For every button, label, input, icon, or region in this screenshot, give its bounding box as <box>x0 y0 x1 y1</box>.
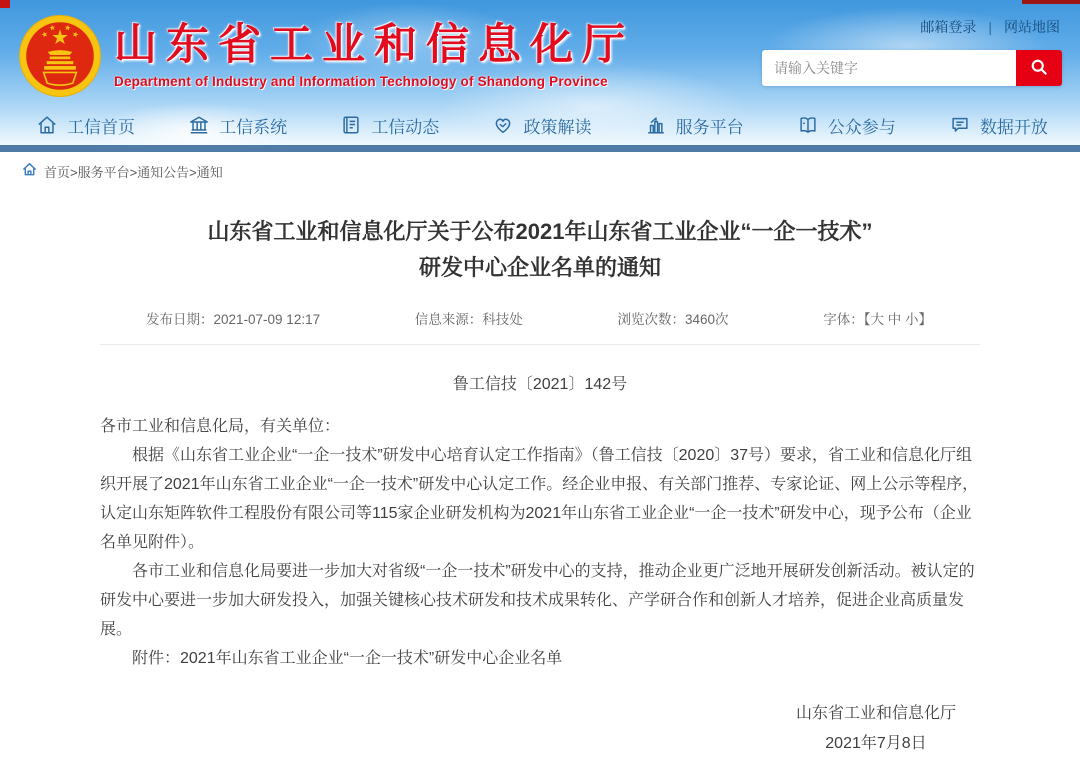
publish-date-value: 2021-07-09 12:17 <box>213 312 321 327</box>
search-input[interactable] <box>762 50 1016 86</box>
nav-label: 公众参与 <box>827 117 896 137</box>
search-icon <box>1029 57 1049 80</box>
link-separator: | <box>988 19 992 35</box>
nav-item-policy[interactable] <box>492 113 591 138</box>
breadcrumb <box>0 152 1080 190</box>
nav-item-service[interactable] <box>645 113 744 138</box>
info-source-value: 科技处 <box>482 312 523 327</box>
view-count-label: 浏览次数： <box>617 312 685 327</box>
signature-org: 山东省工业和信息化厅 <box>795 705 956 722</box>
site-title-english: Department of Industry and Information Technology of Shandong Province <box>114 74 608 90</box>
nav-item-home[interactable] <box>36 113 135 138</box>
service-chart-icon <box>645 114 667 136</box>
nav-item-news[interactable] <box>340 113 439 138</box>
nav-label: 服务平台 <box>675 117 744 137</box>
sitemap-link[interactable]: 网站地图 <box>1004 19 1060 35</box>
bank-icon <box>188 114 210 136</box>
publish-date-label: 发布日期： <box>146 312 214 327</box>
attachment-line[interactable]: 附件：2021年山东省工业企业“一企一技术”研发中心企业名单 <box>132 650 563 667</box>
view-count <box>617 308 728 328</box>
nav-label: 工信动态 <box>371 117 440 137</box>
topbar-links <box>920 17 1060 37</box>
signature-date: 2021年7月8日 <box>825 735 927 752</box>
font-size-options[interactable]: 【大 中 小】 <box>863 312 932 327</box>
font-size-control <box>823 308 932 328</box>
home-icon <box>36 114 58 136</box>
article-meta <box>100 308 980 345</box>
document-number: 鲁工信技〔2021〕142号 <box>452 376 628 393</box>
policy-heart-icon <box>492 114 514 136</box>
site-title: 山东省工业和信息化厅 <box>114 20 634 69</box>
screen-corner-artifact-right <box>1022 0 1080 4</box>
article-title-line1: 山东省工业和信息化厅关于公布2021年山东省工业企业“一企一技术” <box>207 219 873 244</box>
article-title-line2: 研发中心企业名单的通知 <box>418 255 661 280</box>
paragraph-2: 各市工业和信息化局要进一步加大对省级“一企一技术”研发中心的支持，推动企业更广泛地开展研发创新活动。被认定的研发中心要进一步加大研发投入，加强关键核心技术研发和技术成果转化、产学研合作和创新人才培养，促进企业高质量发展。 <box>100 563 975 638</box>
info-source <box>415 308 523 328</box>
article-body <box>100 412 980 673</box>
open-book-icon <box>797 114 819 136</box>
nav-label: 数据开放 <box>979 117 1048 137</box>
main-navigation <box>0 105 1080 145</box>
publish-date <box>146 308 320 328</box>
article-title <box>100 214 980 286</box>
breadcrumb-path[interactable]: 首页>服务平台>通知公告>通知 <box>44 164 223 180</box>
nav-item-system[interactable] <box>188 113 287 138</box>
site-banner <box>0 0 1080 152</box>
view-count-value: 3460次 <box>684 312 729 327</box>
nav-item-participation[interactable] <box>797 113 896 138</box>
search-button[interactable] <box>1016 50 1062 86</box>
nav-item-data[interactable] <box>949 113 1048 138</box>
signature-block <box>100 699 980 759</box>
news-icon <box>340 114 362 136</box>
info-source-label: 信息来源： <box>414 312 483 327</box>
national-emblem-logo <box>18 14 102 98</box>
speech-bubble-icon <box>949 114 971 136</box>
nav-label: 政策解读 <box>523 117 592 137</box>
site-search <box>762 50 1062 86</box>
breadcrumb-home-icon <box>22 162 37 180</box>
screen-corner-artifact-left <box>0 0 10 8</box>
nav-label: 工信首页 <box>67 117 135 137</box>
article <box>100 214 980 759</box>
nav-label: 工信系统 <box>219 117 288 137</box>
paragraph-1: 根据《山东省工业企业“一企一技术”研发中心培育认定工作指南》（鲁工信技〔2020〕37号）要求，省工业和信息化厅组织开展了2021年山东省工业企业“一企一技术”研发中心认定工作。经企业申报、有关部门推荐、专家论证、网上公示等程序，认定山东矩阵软件工程股份有限公司等115家企业研发机构为2021年山东省工业企业“一企一技术”研发中心，现予公布（企业名单见附件）。 <box>100 447 979 551</box>
nav-divider-bar <box>0 145 1080 152</box>
mail-login-link[interactable]: 邮箱登录 <box>920 19 977 35</box>
font-size-label: 字体： <box>823 312 864 327</box>
salutation: 各市工业和信息化局，有关单位： <box>100 418 341 435</box>
